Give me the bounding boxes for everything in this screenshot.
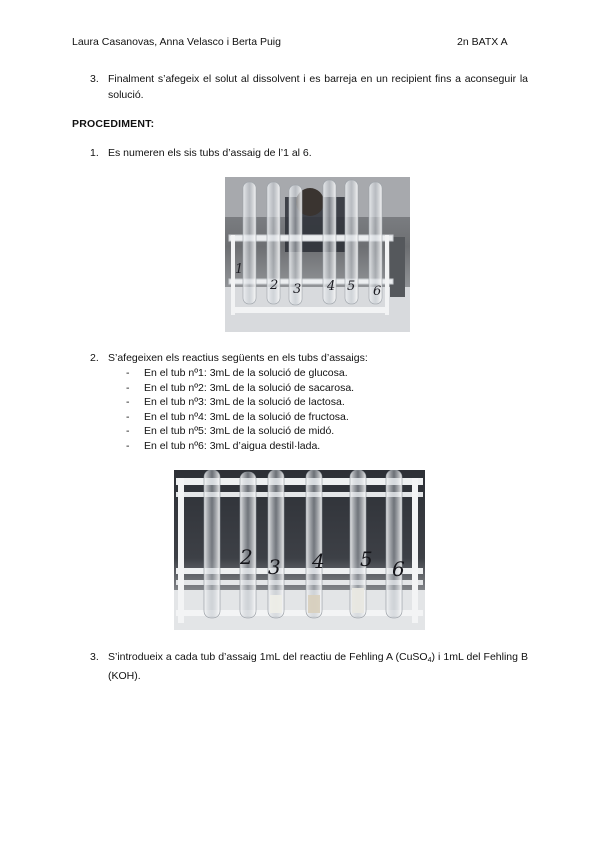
list-bullet: - [126,410,130,423]
step3-top-text: Finalment s’afegeix el solut al dissolvent i es barreja en un recipient fins a aconseguir la solució. [108,73,528,101]
tube-label: 5 [347,279,356,294]
test-tubes-photo-1 [225,177,410,332]
list-item: En el tub nº2: 3mL de la solució de sacarosa. [144,381,355,394]
list-item: En el tub nº6: 3mL d’aigua destil·lada. [144,439,321,452]
test-tubes-photo-2 [174,470,425,630]
step3-bottom-text-b: ) i 1mL del Fehling B (KOH). [108,651,529,682]
step1-number: 1. [90,147,99,159]
step3-bottom-text [108,650,528,684]
step2-number: 2. [90,352,99,364]
step2-text: S’afegeixen els reactius següents en els tubs d’assaigs: [108,352,368,364]
header-class: 2n BATX A [457,36,508,48]
tube-label: 2 [270,278,279,293]
tube-label: 4 [327,279,336,294]
procediment-heading: PROCEDIMENT: [72,118,155,130]
tube-label: 1 [235,262,244,277]
step3-top-number: 3. [90,73,99,85]
list-item: En el tub nº5: 3mL de la solució de midó. [144,425,335,437]
tube-label: 6 [392,557,405,581]
tube-label: 6 [373,284,382,299]
list-bullet: - [126,367,130,379]
tube-label: 2 [240,545,253,569]
step3-bottom-number: 3. [90,651,99,663]
tube-label: 3 [293,282,302,297]
list-bullet: - [126,381,130,394]
list-bullet: - [126,396,130,408]
list-item: En el tub nº1: 3mL de la solució de glucosa. [144,367,348,379]
list-item: En el tub nº3: 3mL de la solució de lactosa. [144,396,345,408]
header-authors: Laura Casanovas, Anna Velasco i Berta Puig [72,36,281,48]
tube-label: 4 [312,549,325,573]
step3-bottom-subscript: 4 [427,657,432,664]
tube-label: 5 [360,547,373,571]
list-bullet: - [126,425,130,437]
list-item: En el tub nº4: 3mL de la solució de fructosa. [144,410,349,423]
list-bullet: - [126,439,130,452]
tube-label: 3 [268,555,281,579]
step1-text: Es numeren els sis tubs d’assaig de l’1 al 6. [108,147,312,159]
step3-bottom-text-a: S’introdueix a cada tub d’assaig 1mL del reactiu de Fehling A (CuSO [108,651,428,663]
